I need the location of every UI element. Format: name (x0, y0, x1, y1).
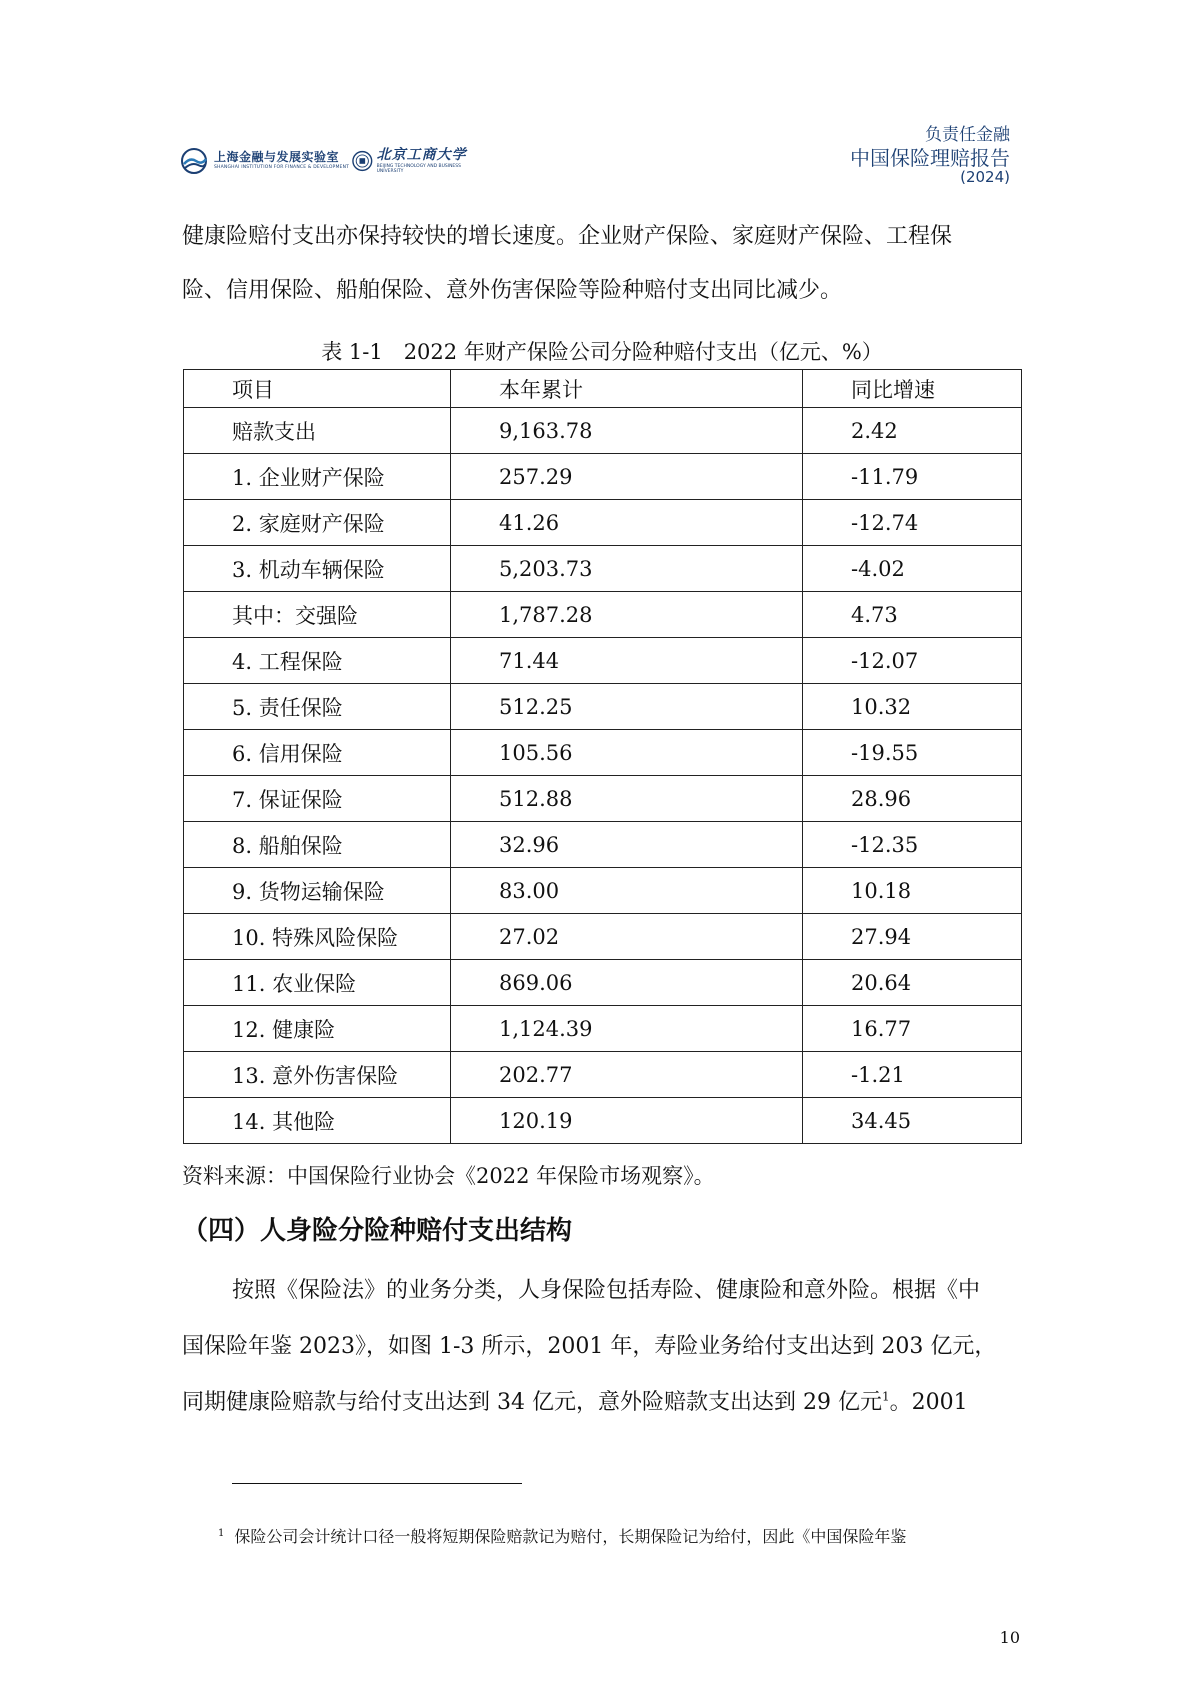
body-line-2: 国保险年鉴 2023》，如图 1-3 所示，2001 年，寿险业务给付支出达到 203 亿元， (182, 1334, 997, 1359)
table-row (184, 592, 1022, 638)
intro-line-2: 险、信用保险、船舶保险、意外伤害保险等险种赔付支出同比减少。 (182, 278, 843, 303)
cell-growth: 27.94 (803, 914, 1022, 960)
intro-line-1: 健康险赔付支出亦保持较快的增长速度。企业财产保险、家庭财产保险、工程保 (182, 224, 953, 249)
section-title: （四）人身险分险种赔付支出结构 (182, 1216, 573, 1246)
table-row (184, 730, 1022, 776)
cell-item: 14. 其他险 (184, 1098, 451, 1144)
table-header-row (184, 370, 1022, 408)
header-cumulative: 本年累计 (451, 370, 803, 408)
logo2-name: 北京工商大学 (376, 147, 467, 163)
cell-cumulative: 9,163.78 (451, 408, 803, 454)
claims-table (183, 369, 1022, 1144)
logo1-name-en: SHANGHAI INSTITUTION FOR FINANCE & DEVELOPMENT (214, 165, 350, 171)
cell-item: 赔款支出 (184, 408, 451, 454)
cell-growth: 28.96 (803, 776, 1022, 822)
cell-growth: -12.74 (803, 500, 1022, 546)
header-series-title: 负责任金融 (925, 125, 1010, 145)
cell-item: 4. 工程保险 (184, 638, 451, 684)
cell-growth: -1.21 (803, 1052, 1022, 1098)
cell-growth: 10.18 (803, 868, 1022, 914)
table-row (184, 776, 1022, 822)
cell-item: 13. 意外伤害保险 (184, 1052, 451, 1098)
table-source: 资料来源：中国保险行业协会《2022 年保险市场观察》。 (182, 1164, 715, 1188)
logo-beijing-university (352, 143, 482, 179)
table-row (184, 1052, 1022, 1098)
logo2-name-en: BEIJING TECHNOLOGY AND BUSINESS UNIVERSITY (376, 164, 461, 174)
wave-logo-icon (180, 147, 208, 175)
footnote (218, 1524, 906, 1547)
cell-item: 其中：交强险 (184, 592, 451, 638)
cell-item: 7. 保证保险 (184, 776, 451, 822)
cell-item: 8. 船舶保险 (184, 822, 451, 868)
cell-item: 12. 健康险 (184, 1006, 451, 1052)
cell-growth: 16.77 (803, 1006, 1022, 1052)
logo-shanghai-institution (180, 141, 350, 181)
cell-growth: 2.42 (803, 408, 1022, 454)
cell-growth: -12.35 (803, 822, 1022, 868)
cell-cumulative: 83.00 (451, 868, 803, 914)
cell-item: 10. 特殊风险保险 (184, 914, 451, 960)
header-report-year: (2024) (960, 168, 1010, 186)
cell-item: 3. 机动车辆保险 (184, 546, 451, 592)
footnote-number: 1 (218, 1527, 225, 1539)
table-row (184, 868, 1022, 914)
cell-cumulative: 5,203.73 (451, 546, 803, 592)
cell-item: 2. 家庭财产保险 (184, 500, 451, 546)
cell-cumulative: 27.02 (451, 914, 803, 960)
table-row (184, 960, 1022, 1006)
cell-cumulative: 512.88 (451, 776, 803, 822)
cell-cumulative: 869.06 (451, 960, 803, 1006)
logo1-name: 上海金融与发展实验室 (214, 150, 340, 165)
cell-item: 5. 责任保险 (184, 684, 451, 730)
table-row (184, 500, 1022, 546)
page-number: 10 (999, 1628, 1020, 1647)
cell-cumulative: 1,124.39 (451, 1006, 803, 1052)
header-report-title: 中国保险理赔报告 (850, 146, 1010, 170)
body-line-3-tail: 。2001 (889, 1390, 968, 1415)
cell-growth: 34.45 (803, 1098, 1022, 1144)
cell-growth: -11.79 (803, 454, 1022, 500)
footnote-text: 保险公司会计统计口径一般将短期保险赔款记为赔付，长期保险记为给付，因此《中国保险年鉴 (234, 1527, 907, 1546)
cell-growth: -12.07 (803, 638, 1022, 684)
table-row (184, 638, 1022, 684)
header-item: 项目 (184, 370, 451, 408)
cell-growth: -19.55 (803, 730, 1022, 776)
table-row (184, 914, 1022, 960)
cell-item: 9. 货物运输保险 (184, 868, 451, 914)
seal-logo-icon (352, 150, 373, 172)
body-line-3 (182, 1388, 1022, 1418)
cell-growth: 4.73 (803, 592, 1022, 638)
cell-cumulative: 105.56 (451, 730, 803, 776)
cell-item: 1. 企业财产保险 (184, 454, 451, 500)
cell-growth: 20.64 (803, 960, 1022, 1006)
header-growth: 同比增速 (803, 370, 1022, 408)
cell-cumulative: 1,787.28 (451, 592, 803, 638)
table-caption: 表 1-1 2022 年财产保险公司分险种赔付支出（亿元、%） (321, 340, 883, 364)
table-row (184, 1006, 1022, 1052)
cell-cumulative: 202.77 (451, 1052, 803, 1098)
table-row (184, 684, 1022, 730)
cell-item: 11. 农业保险 (184, 960, 451, 1006)
cell-cumulative: 257.29 (451, 454, 803, 500)
cell-cumulative: 32.96 (451, 822, 803, 868)
cell-cumulative: 120.19 (451, 1098, 803, 1144)
cell-growth: 10.32 (803, 684, 1022, 730)
footnote-ref[interactable]: 1 (881, 1389, 890, 1404)
table-row (184, 408, 1022, 454)
cell-cumulative: 512.25 (451, 684, 803, 730)
table-row (184, 454, 1022, 500)
table-row (184, 1098, 1022, 1144)
body-line-1: 按照《保险法》的业务分类，人身保险包括寿险、健康险和意外险。根据《中 (232, 1278, 981, 1303)
cell-item: 6. 信用保险 (184, 730, 451, 776)
table-row (184, 546, 1022, 592)
cell-cumulative: 41.26 (451, 500, 803, 546)
footnote-divider (232, 1483, 522, 1484)
table-row (184, 822, 1022, 868)
cell-cumulative: 71.44 (451, 638, 803, 684)
cell-growth: -4.02 (803, 546, 1022, 592)
body-line-3-text: 同期健康险赔款与给付支出达到 34 亿元，意外险赔款支出达到 29 亿元 (182, 1390, 882, 1415)
